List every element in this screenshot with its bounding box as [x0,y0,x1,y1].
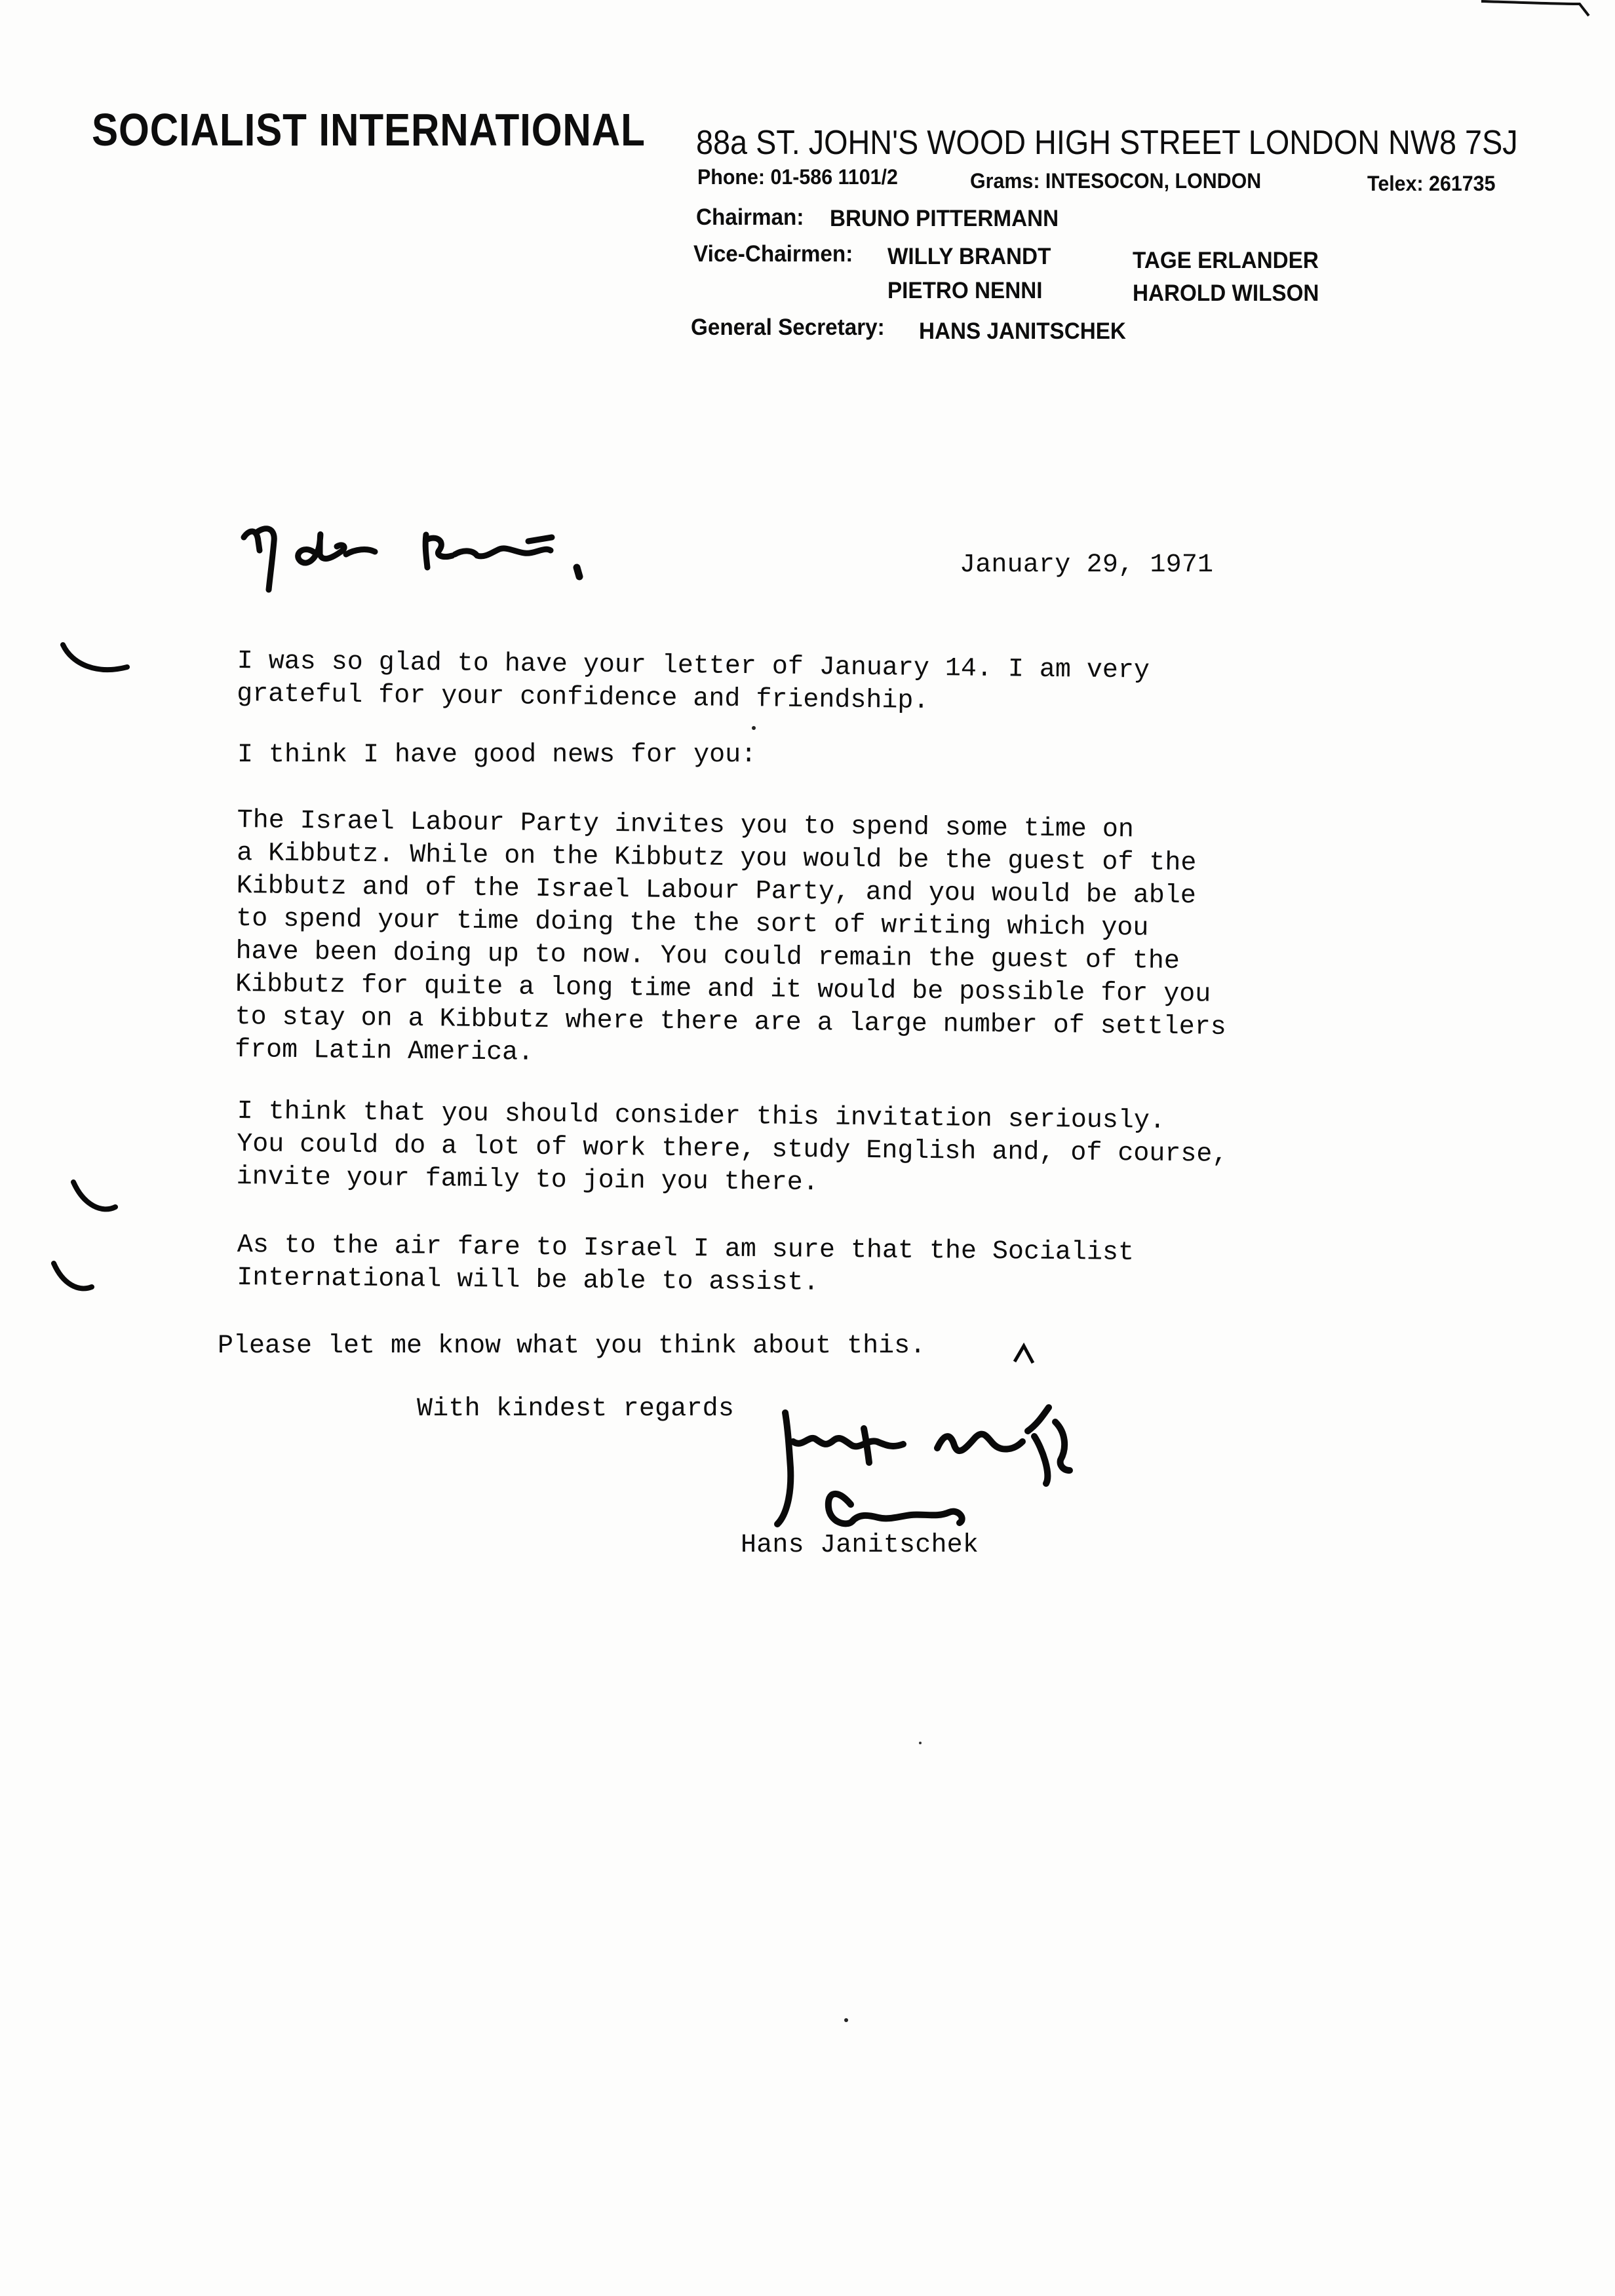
general-secretary-label: General Secretary: [691,315,885,340]
corner-mark [1481,1,1589,16]
margin-mark [54,1263,92,1288]
chairman-name: BRUNO PITTERMANN [830,206,1059,231]
handwritten-signature [777,1407,1070,1524]
paragraph-line: I think I have good news for you: [237,740,757,770]
closing-line: With kindest regards [417,1394,735,1424]
insertion-caret [1015,1346,1033,1363]
paragraph-line: The Israel Labour Party invites you to spend some time on [237,805,1135,845]
vice-chairman-4: HAROLD WILSON [1133,280,1319,306]
paragraph-line: I think that you should consider this invitation seriously. [237,1096,1166,1136]
paragraph-6 [218,1330,925,1363]
letterhead-grams: Grams: INTESOCON, LONDON [970,169,1262,193]
signatory-name: Hans Janitschek [741,1531,979,1560]
paragraph-line: Kibbutz and of the Israel Labour Party, and you would be able [236,871,1197,911]
vice-chairmen-label: Vice-Chairmen: [693,241,853,267]
paragraph-line: I was so glad to have your letter of January 14. I am very [237,646,1150,686]
paragraph-line: Kibbutz for quite a long time and it would be possible for you [235,969,1211,1010]
letter-date: January 29, 1971 [960,550,1214,580]
paragraph-5 [237,1229,1134,1303]
margin-mark [73,1182,115,1209]
paragraph-line: You could do a lot of work there, study English and, of course, [236,1129,1228,1170]
vice-chairman-3: PIETRO NENNI [887,278,1043,303]
paper-speck [844,2018,848,2022]
general-secretary-name: HANS JANITSCHEK [919,318,1126,344]
paragraph-line: have been doing up to now. You could remain the guest of the [235,936,1180,977]
paper-speck [752,726,756,730]
margin-mark [63,645,127,670]
paragraph-1 [237,645,1150,721]
paragraph-line: from Latin America. [234,1035,534,1068]
handwritten-salutation [244,529,579,590]
letterhead-telex: Telex: 261735 [1367,172,1496,195]
organization-name: SOCIALIST INTERNATIONAL [92,104,646,155]
letterhead-address: 88a ST. JOHN'S WOOD HIGH STREET LONDON NW8 7SJ [696,124,1518,162]
paragraph-line: to stay on a Kibbutz where there are a large number of settlers [235,1002,1227,1043]
vice-chairman-1: WILLY BRANDT [887,244,1051,269]
paragraph-line: Please let me know what you think about this. [218,1331,926,1361]
paragraph-line: As to the air fare to Israel I am sure that the Socialist [237,1230,1135,1268]
chairman-label: Chairman: [696,204,804,230]
paragraph-2 [237,739,756,772]
paragraph-line: to spend your time doing the the sort of writing which you [235,904,1149,944]
paragraph-3 [235,805,1228,1077]
paragraph-line: grateful for your confidence and friendship. [236,679,929,717]
letterhead-phone: Phone: 01-586 1101/2 [697,165,898,189]
paragraph-line: International will be able to assist. [237,1263,819,1298]
paragraph-line: invite your family to join you there. [236,1162,819,1198]
paragraph-line: a Kibbutz. While on the Kibbutz you would be the guest of the [236,838,1197,879]
paper-speck [919,1742,922,1744]
paragraph-4 [236,1096,1228,1204]
vice-chairman-2: TAGE ERLANDER [1133,248,1319,273]
